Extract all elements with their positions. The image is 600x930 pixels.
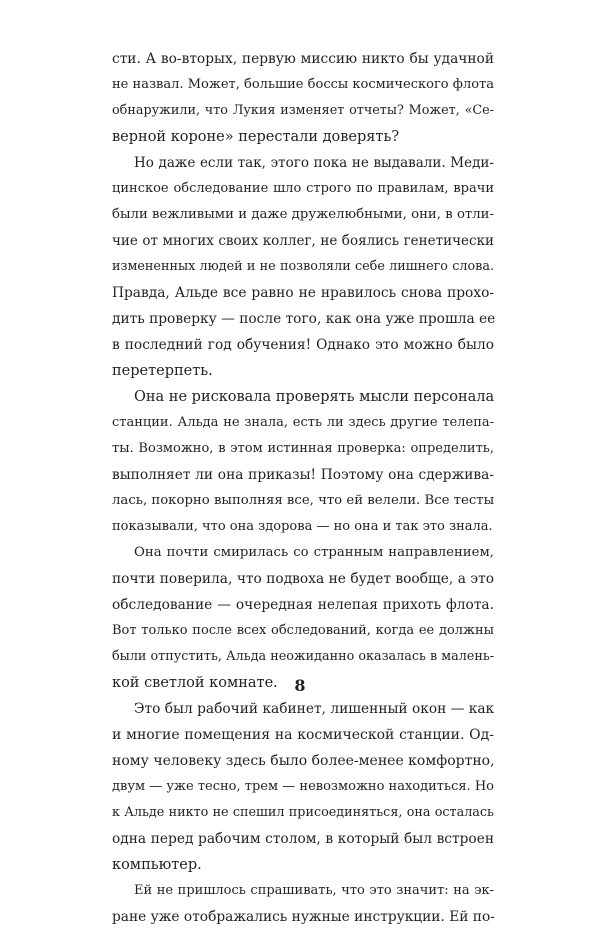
text-line: Она почти смирилась со странным направлением, (134, 545, 494, 560)
text-line: кой светлой комнате. (112, 675, 278, 691)
text-line: перетерпеть. (112, 363, 213, 379)
text-line: были отпустить, Альда неожиданно оказалась в малень- (112, 649, 495, 664)
text-line: верной короне» перестали доверять? (112, 129, 400, 145)
text-line: и многие помещения на космической станции. Од- (112, 727, 494, 743)
page-number: 8 (294, 676, 306, 695)
text-line: к Альде никто не спешил присоединяться, она осталась (112, 805, 494, 820)
text-line: лась, покорно выполняя все, что ей велели. Все тесты (112, 493, 495, 508)
text-line: чие от многих своих коллег, не боялись генетически (112, 233, 494, 249)
text-line: ты. Возможно, в этом истинная проверка: определить, (112, 441, 494, 456)
text-line: цинское обследование шло строго по правилам, врачи (112, 181, 494, 196)
text-line: показывали, что она здорова — но она и так это знала. (112, 519, 493, 534)
text-line: обследование — очередная нелепая прихоть флота. (112, 597, 494, 613)
text-line: дить проверку — после того, как она уже прошла ее (112, 311, 496, 327)
text-line: были вежливыми и даже дружелюбными, они, в отли- (112, 207, 494, 222)
text-line: выполняет ли она приказы! Поэтому она сдержива- (112, 467, 494, 483)
text-line: Она не рисковала проверять мысли персонала (134, 389, 495, 405)
text-line: не назвал. Может, большие боссы космического флота (112, 77, 494, 92)
text-line: Правда, Альде все равно не нравилось снова прохо- (112, 285, 494, 301)
text-line: ному человеку здесь было более-менее комфортно, (112, 753, 495, 769)
text-line: в последний год обучения! Однако это можно было (112, 337, 494, 353)
text-line: ране уже отображались нужные инструкции. Ей по- (112, 909, 495, 925)
text-line: почти поверила, что подвоха не будет вообще, а это (112, 571, 494, 587)
text-line: Это был рабочий кабинет, лишенный окон — как (134, 701, 495, 717)
text-line: станции. Альда не знала, есть ли здесь другие телепа- (112, 415, 494, 430)
text-line: Вот только после всех обследований, когда ее должны (112, 623, 494, 638)
body-text (112, 46, 494, 930)
text-line: двум — уже тесно, трем — невозможно находиться. Но (112, 779, 494, 794)
text-line: Ей не пришлось спрашивать, что это значит: на эк- (134, 883, 494, 898)
text-line: измененных людей и не позволяли себе лишнего слова. (112, 259, 494, 274)
text-line: сти. А во-вторых, первую миссию никто бы удачной (112, 51, 494, 67)
text-line: обнаружили, что Лукия изменяет отчеты? Может, «Се- (112, 103, 494, 118)
text-line: одна перед рабочим столом, в который был встроен (112, 831, 494, 847)
text-line: компьютер. (112, 857, 202, 873)
text-line: Но даже если так, этого пока не выдавали. Меди- (134, 155, 494, 171)
